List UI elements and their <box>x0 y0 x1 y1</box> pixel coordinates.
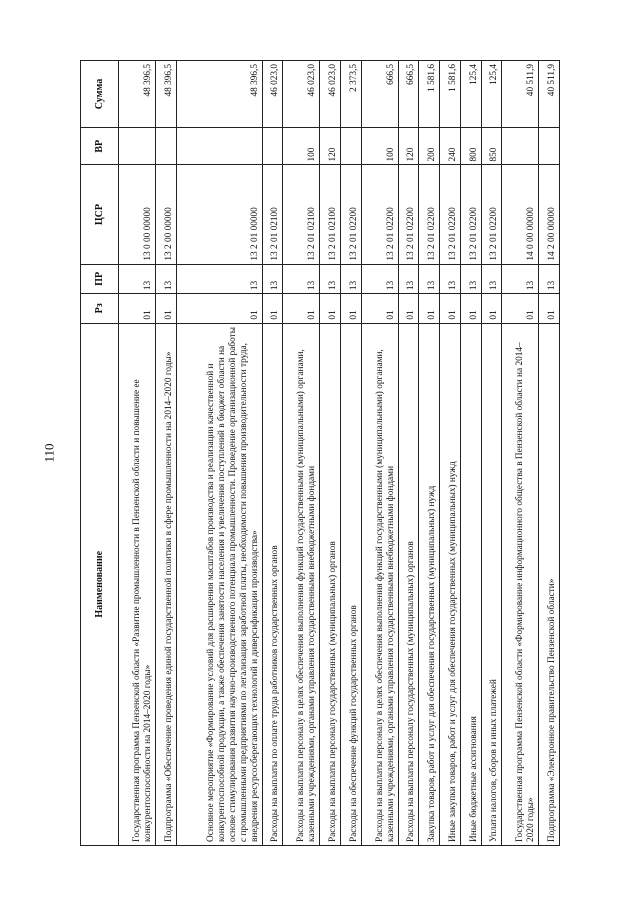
cell-csr: 13 2 01 02100 <box>262 165 283 264</box>
cell-pr: 13 <box>481 264 502 293</box>
cell-sum: 48 396,5 <box>119 61 156 128</box>
cell-rz: 01 <box>440 294 461 323</box>
cell-vr: 850 <box>481 128 502 166</box>
cell-rz: 01 <box>340 294 361 323</box>
cell-name: Расходы на выплаты персоналу в целях обеспечения выполнения функций государственными (муниципальными) органами, казенными учреждениями, органами управления государственными внебюджетными фондами <box>361 323 398 845</box>
cell-name: Уплата налогов, сборов и иных платежей <box>481 323 502 845</box>
cell-vr <box>340 128 361 166</box>
cell-name: Иные закупки товаров, работ и услуг для обеспечения государственных (муниципальных) нужд <box>440 323 461 845</box>
cell-vr <box>502 128 539 166</box>
page-number: 110 <box>41 443 57 463</box>
cell-pr: 13 <box>440 264 461 293</box>
table-header-row <box>81 61 119 846</box>
cell-csr: 13 2 01 02200 <box>460 165 481 264</box>
cell-name: Расходы на выплаты персоналу государственных (муниципальных) органов <box>320 323 341 845</box>
cell-name: Расходы на выплаты персоналу в целях обеспечения выполнения функций государственными (муниципальными) органами, казенными учреждениями, органами управления государственными внебюджетными фондами <box>283 323 320 845</box>
table-row <box>361 61 398 846</box>
budget-table <box>80 60 560 846</box>
budget-table-rotated <box>80 60 560 846</box>
cell-rz: 01 <box>361 294 398 323</box>
cell-csr: 13 2 01 02100 <box>320 165 341 264</box>
cell-rz: 01 <box>539 294 560 323</box>
cell-name: Подпрограмма «Электронное правительство Пензенской области» <box>539 323 560 845</box>
cell-vr <box>262 128 283 166</box>
cell-sum: 46 023,0 <box>262 61 283 128</box>
cell-pr: 13 <box>262 264 283 293</box>
cell-vr <box>155 128 176 166</box>
cell-vr: 100 <box>283 128 320 166</box>
cell-vr <box>539 128 560 166</box>
cell-rz: 01 <box>502 294 539 323</box>
cell-pr: 13 <box>398 264 419 293</box>
col-header-vr: ВР <box>81 128 119 166</box>
cell-vr: 200 <box>419 128 440 166</box>
cell-pr: 13 <box>361 264 398 293</box>
cell-pr: 13 <box>502 264 539 293</box>
cell-csr: 13 2 01 02200 <box>440 165 461 264</box>
cell-sum: 666,5 <box>361 61 398 128</box>
table-row <box>481 61 502 846</box>
cell-pr: 13 <box>283 264 320 293</box>
cell-sum: 2 373,5 <box>340 61 361 128</box>
cell-name: Основное мероприятие «Формирование условий для расширения масштабов производства и реализации качественной и конкурентоспособной продукции, а также обеспечения занятости населения и увеличения поступлений в бюджет области на основе стимулирования развития научно-производственного потенциала промышленности. Проведение организационной работы с промышленными предприятиями по легализации заработной платы, необходимости повышения производительности труда, внедрения ресурсосберегающих технологий и диверсификации производства» <box>176 323 262 845</box>
cell-sum: 125,4 <box>481 61 502 128</box>
cell-csr: 14 2 00 00000 <box>539 165 560 264</box>
col-header-sum: Сумма <box>81 61 119 128</box>
cell-rz: 01 <box>176 294 262 323</box>
cell-sum: 125,4 <box>460 61 481 128</box>
cell-vr <box>176 128 262 166</box>
table-row <box>502 61 539 846</box>
cell-csr: 13 2 01 02200 <box>340 165 361 264</box>
cell-sum: 48 396,5 <box>176 61 262 128</box>
table-row <box>262 61 283 846</box>
cell-csr: 14 0 00 00000 <box>502 165 539 264</box>
table-row <box>320 61 341 846</box>
cell-rz: 01 <box>398 294 419 323</box>
cell-pr: 13 <box>320 264 341 293</box>
cell-name: Расходы на выплаты персоналу государственных (муниципальных) органов <box>398 323 419 845</box>
cell-pr: 13 <box>419 264 440 293</box>
cell-sum: 666,5 <box>398 61 419 128</box>
col-header-name: Наименование <box>81 323 119 845</box>
cell-vr: 800 <box>460 128 481 166</box>
cell-sum: 40 511,9 <box>502 61 539 128</box>
cell-sum: 48 396,5 <box>155 61 176 128</box>
table-row <box>340 61 361 846</box>
cell-name: Государственная программа Пензенской области «Формирование информационного общества в Пензенской области на 2014–2020 годы» <box>502 323 539 845</box>
cell-csr: 13 2 01 02100 <box>283 165 320 264</box>
table-row <box>460 61 481 846</box>
cell-csr: 13 2 00 00000 <box>155 165 176 264</box>
cell-pr: 13 <box>539 264 560 293</box>
table-row <box>176 61 262 846</box>
cell-vr: 120 <box>398 128 419 166</box>
cell-csr: 13 2 01 02200 <box>481 165 502 264</box>
table-row <box>440 61 461 846</box>
cell-rz: 01 <box>262 294 283 323</box>
cell-sum: 46 023,0 <box>320 61 341 128</box>
table-row <box>155 61 176 846</box>
cell-csr: 13 2 01 02200 <box>398 165 419 264</box>
cell-vr: 240 <box>440 128 461 166</box>
cell-csr: 13 2 01 00000 <box>176 165 262 264</box>
cell-csr: 13 2 01 02200 <box>419 165 440 264</box>
cell-sum: 1 581,6 <box>419 61 440 128</box>
cell-pr: 13 <box>176 264 262 293</box>
cell-pr: 13 <box>340 264 361 293</box>
table-row <box>398 61 419 846</box>
cell-name: Государственная программа Пензенской области «Развитие промышленности в Пензенской области и повышение ее конкурентоспособности на 2014–2020 годы» <box>119 323 156 845</box>
cell-pr: 13 <box>119 264 156 293</box>
col-header-csr: ЦСР <box>81 165 119 264</box>
table-row <box>539 61 560 846</box>
cell-vr: 120 <box>320 128 341 166</box>
cell-name: Закупка товаров, работ и услуг для обеспечения государственных (муниципальных) нужд <box>419 323 440 845</box>
cell-vr: 100 <box>361 128 398 166</box>
cell-rz: 01 <box>481 294 502 323</box>
cell-vr <box>119 128 156 166</box>
cell-sum: 40 511,9 <box>539 61 560 128</box>
cell-csr: 13 0 00 00000 <box>119 165 156 264</box>
cell-sum: 1 581,6 <box>440 61 461 128</box>
cell-pr: 13 <box>155 264 176 293</box>
table-body <box>119 61 560 846</box>
cell-pr: 13 <box>460 264 481 293</box>
cell-rz: 01 <box>460 294 481 323</box>
cell-rz: 01 <box>119 294 156 323</box>
cell-rz: 01 <box>419 294 440 323</box>
cell-csr: 13 2 01 02200 <box>361 165 398 264</box>
col-header-rz: Рз <box>81 294 119 323</box>
cell-name: Подпрограмма «Обеспечение проведения единой государственной политики в сфере промышленности на 2014–2020 годы» <box>155 323 176 845</box>
cell-name: Расходы на обеспечение функций государственных органов <box>340 323 361 845</box>
cell-rz: 01 <box>320 294 341 323</box>
table-row <box>119 61 156 846</box>
table-row <box>283 61 320 846</box>
cell-sum: 46 023,0 <box>283 61 320 128</box>
cell-name: Расходы на выплаты по оплате труда работников государственных органов <box>262 323 283 845</box>
col-header-pr: ПР <box>81 264 119 293</box>
cell-rz: 01 <box>283 294 320 323</box>
table-row <box>419 61 440 846</box>
cell-rz: 01 <box>155 294 176 323</box>
cell-name: Иные бюджетные ассигнования <box>460 323 481 845</box>
